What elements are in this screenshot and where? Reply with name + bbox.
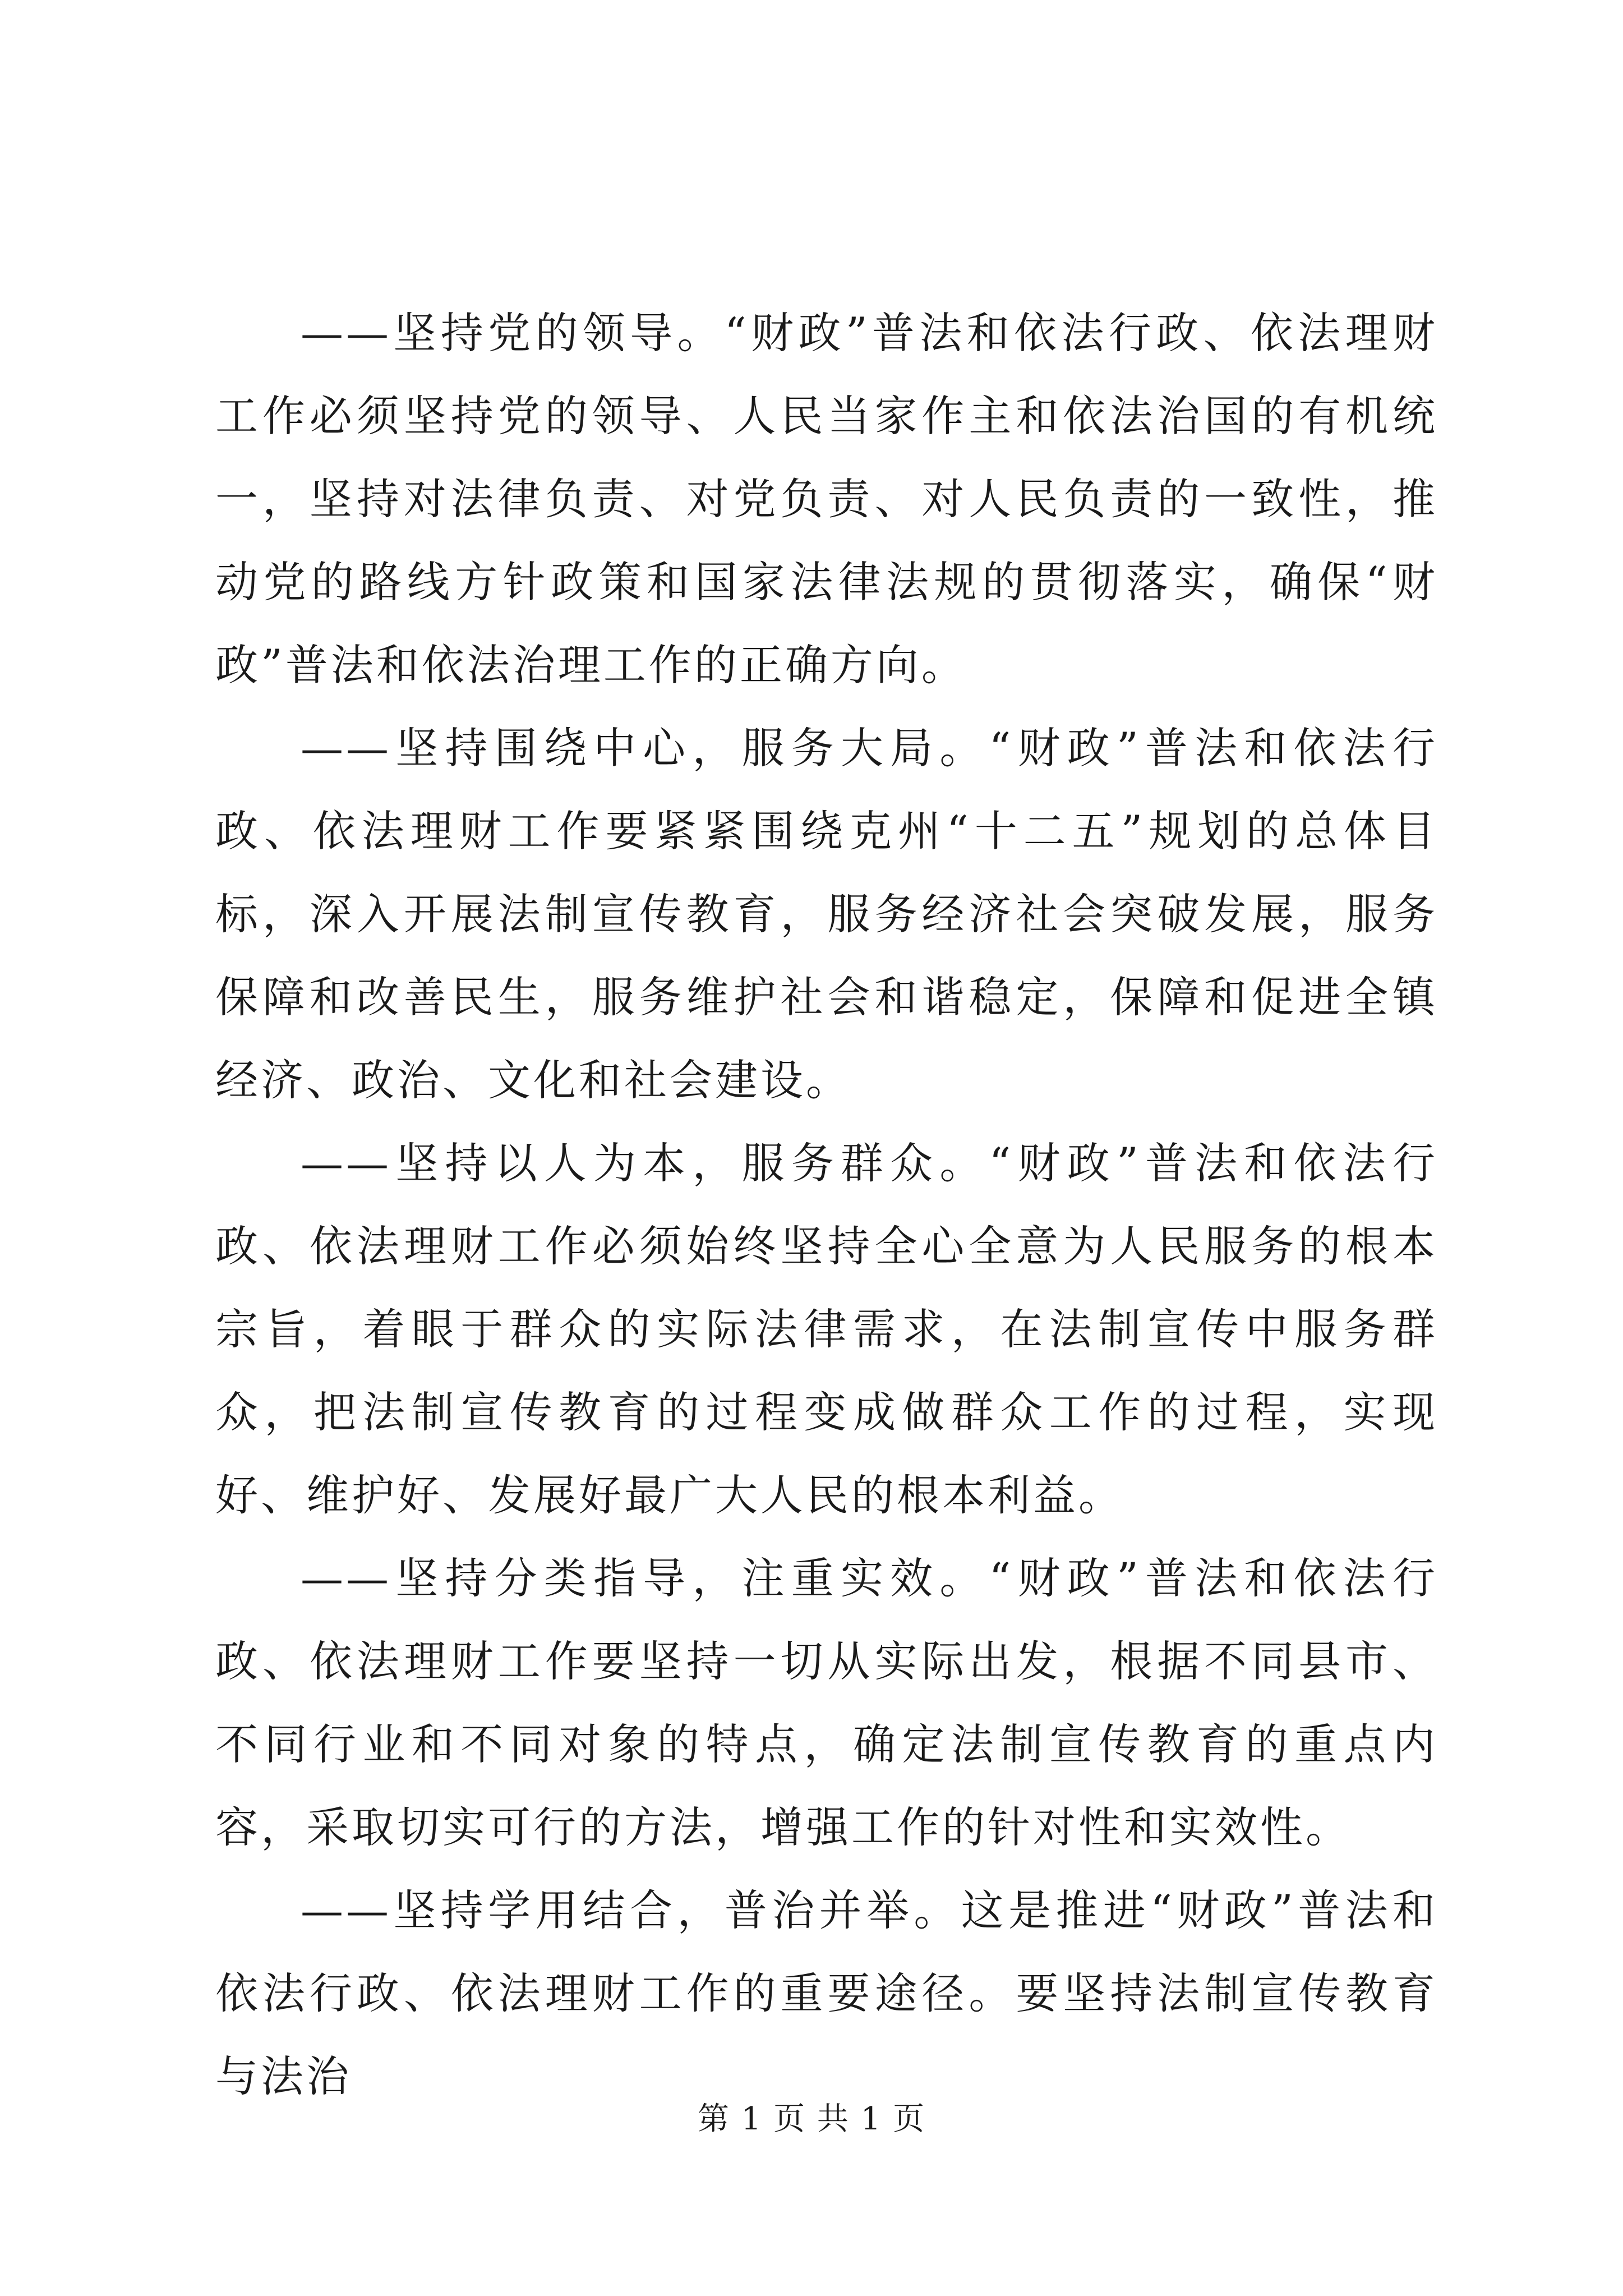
page-footer: 第 1 页 共 1 页	[697, 2101, 926, 2137]
paragraph-people-oriented: ——坚持以人为本，服务群众。“财政”普法和依法行政、依法理财工作必须始终坚持全心全意为人民服务的根本宗旨，着眼于群众的实际法律需求，在法制宣传中服务群众，把法制宣传教育的过程变成做群众工作的过程，实现好、维护好、发展好最广大人民的根本利益。	[215, 1138, 1438, 1520]
paragraph-classified-guidance: ——坚持分类指导，注重实效。“财政”普法和依法行政、依法理财工作要坚持一切从实际出发，根据不同县市、不同行业和不同对象的特点，确定法制宣传教育的重点内容，采取切实可行的方法，增强工作的针对性和实效性。	[215, 1553, 1438, 1852]
document-body	[215, 292, 1438, 2118]
paragraph-serve-overall: ——坚持围绕中心，服务大局。“财政”普法和依法行政、依法理财工作要紧紧围绕克州“十二五”规划的总体目标，深入开展法制宣传教育，服务经济社会突破发展，服务保障和改善民生，服务维护社会和谐稳定，保障和促进全镇经济、政治、文化和社会建设。	[215, 723, 1438, 1105]
paragraph-party-leadership: ——坚持党的领导。“财政”普法和依法行政、依法理财工作必须坚持党的领导、人民当家作主和依法治国的有机统一，坚持对法律负责、对党负责、对人民负责的一致性，推动党的路线方针政策和国家法律法规的贯彻落实，确保“财政”普法和依法治理工作的正确方向。	[215, 308, 1438, 690]
paragraph-study-and-apply: ——坚持学用结合，普治并举。这是推进“财政”普法和依法行政、依法理财工作的重要途径。要坚持法制宣传教育与法治	[215, 1885, 1438, 2101]
